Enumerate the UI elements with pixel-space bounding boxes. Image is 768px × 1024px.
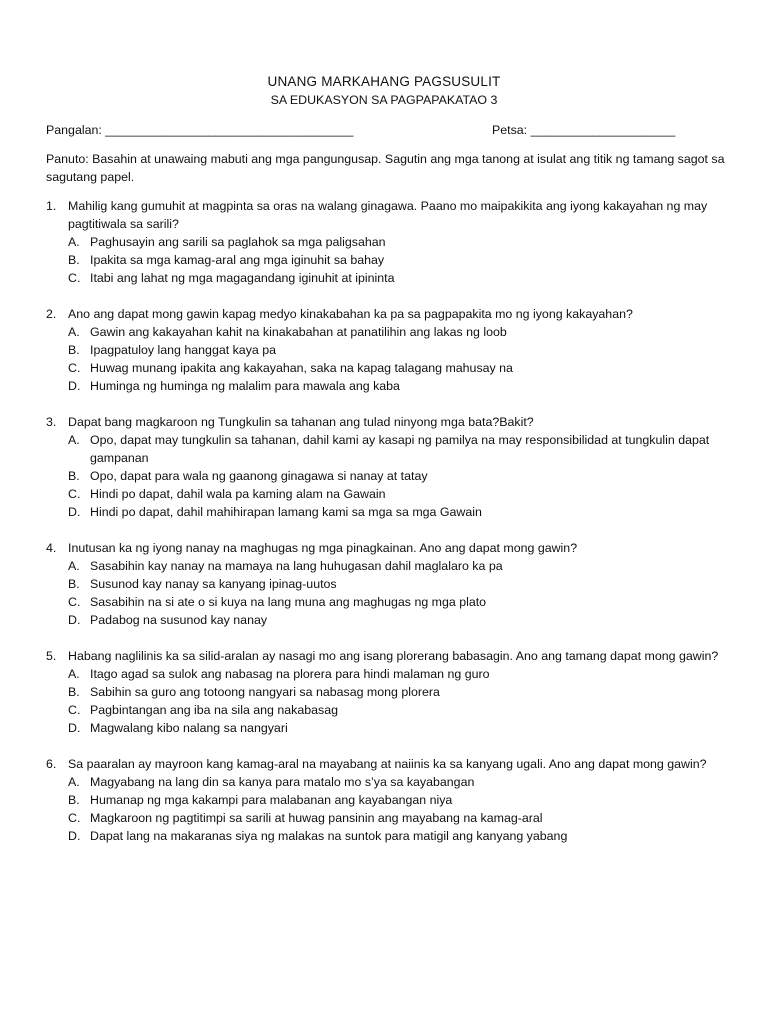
answer-option (68, 557, 726, 575)
option-letter: C. (68, 703, 81, 717)
option-letter: C. (68, 595, 81, 609)
option-text: Hindi po dapat, dahil wala pa kaming alam na Gawain (90, 487, 386, 501)
answer-option (68, 431, 726, 467)
option-letter: A. (68, 433, 80, 447)
option-text: Ipakita sa mga kamag-aral ang mga iginuhit sa bahay (90, 253, 385, 267)
answer-option (68, 683, 726, 701)
question-item (46, 413, 726, 521)
question-number: 4. (46, 541, 57, 555)
question-stem (46, 305, 726, 323)
option-letter: D. (68, 505, 81, 519)
question-stem (46, 197, 726, 233)
option-letter: B. (68, 577, 80, 591)
question-text: Ano ang dapat mong gawin kapag medyo kinakabahan ka pa sa pagpapakita mo ng iyong kakayahan? (68, 307, 633, 321)
answer-option (68, 359, 726, 377)
name-blank: ____________________________________ (105, 123, 354, 137)
exam-title: UNANG MARKAHANG PAGSUSULIT (267, 74, 501, 89)
question-number: 3. (46, 415, 57, 429)
option-letter: C. (68, 487, 81, 501)
option-letter: D. (68, 613, 81, 627)
question-number: 5. (46, 649, 57, 663)
answer-option (68, 593, 726, 611)
option-letter: D. (68, 829, 81, 843)
answer-option (68, 719, 726, 737)
answer-option (68, 611, 726, 629)
option-text: Gawin ang kakayahan kahit na kinakabahan at panatilihin ang lakas ng loob (90, 325, 507, 339)
option-text: Hindi po dapat, dahil mahihirapan lamang kami sa mga sa mga Gawain (90, 505, 482, 519)
answer-option (68, 773, 726, 791)
option-text: Sasabihin kay nanay na mamaya na lang huhugasan dahil maglalaro ka pa (90, 559, 503, 573)
answer-options (68, 773, 726, 845)
question-stem (46, 413, 726, 431)
question-number: 1. (46, 199, 57, 213)
question-text: Dapat bang magkaroon ng Tungkulin sa tahanan ang tulad ninyong mga bata?Bakit? (68, 415, 534, 429)
option-text: Pagbintangan ang iba na sila ang nakabasag (90, 703, 339, 717)
option-text: Huwag munang ipakita ang kakayahan, saka na kapag talagang mahusay na (90, 361, 513, 375)
answer-options (68, 233, 726, 287)
option-letter: C. (68, 271, 81, 285)
option-text: Itabi ang lahat ng mga magagandang iginuhit at ipininta (90, 271, 395, 285)
question-item (46, 539, 726, 629)
question-number: 2. (46, 307, 57, 321)
date-field (492, 121, 675, 139)
option-letter: C. (68, 811, 81, 825)
instructions: Panuto: Basahin at unawaing mabuti ang mga pangungusap. Sagutin ang mga tanong at isulat ang titik ng tamang sagot sa sagutang papel. (46, 152, 725, 184)
option-letter: C. (68, 361, 81, 375)
date-blank: _____________________ (530, 123, 676, 137)
answer-option (68, 377, 726, 395)
option-text: Padabog na susunod kay nanay (90, 613, 268, 627)
question-item (46, 305, 726, 395)
answer-option (68, 503, 726, 521)
option-letter: A. (68, 325, 80, 339)
option-text: Magyabang na lang din sa kanya para matalo mo s’ya sa kayabangan (90, 775, 475, 789)
option-letter: A. (68, 559, 80, 573)
answer-option (68, 251, 726, 269)
answer-options (68, 323, 726, 395)
option-text: Paghusayin ang sarili sa paglahok sa mga paligsahan (90, 235, 386, 249)
question-item (46, 647, 726, 737)
exam-subtitle: SA EDUKASYON SA PAGPAPAKATAO 3 (270, 93, 498, 107)
answer-option (68, 809, 726, 827)
answer-option (68, 485, 726, 503)
answer-option (68, 323, 726, 341)
option-text: Huminga ng huminga ng malalim para mawala ang kaba (90, 379, 400, 393)
question-list (46, 197, 726, 863)
answer-options (68, 431, 726, 521)
option-letter: A. (68, 775, 80, 789)
option-letter: B. (68, 343, 80, 357)
option-letter: D. (68, 721, 81, 735)
option-letter: A. (68, 667, 80, 681)
question-text: Sa paaralan ay mayroon kang kamag-aral na mayabang at naiinis ka sa kanyang ugali. Ano ang dapat mong gawin? (68, 757, 707, 771)
answer-option (68, 269, 726, 287)
option-letter: A. (68, 235, 80, 249)
answer-option (68, 467, 726, 485)
option-text: Magwalang kibo nalang sa nangyari (90, 721, 288, 735)
answer-option (68, 233, 726, 251)
answer-option (68, 701, 726, 719)
date-label: Petsa: (492, 123, 528, 137)
option-letter: B. (68, 685, 80, 699)
question-item (46, 755, 726, 845)
answer-option (68, 791, 726, 809)
option-text: Humanap ng mga kakampi para malabanan ang kayabangan niya (90, 793, 453, 807)
name-label: Pangalan: (46, 123, 102, 137)
option-letter: D. (68, 379, 81, 393)
question-stem (46, 755, 726, 773)
question-stem (46, 647, 726, 665)
question-text: Inutusan ka ng iyong nanay na maghugas ng mga pinagkainan. Ano ang dapat mong gawin? (68, 541, 578, 555)
question-text: Mahilig kang gumuhit at magpinta sa oras na walang ginagawa. Paano mo maipakikita ang iyong kakayahan ng may pagtitiwala sa sarili? (68, 199, 708, 231)
option-text: Dapat lang na makaranas siya ng malakas na suntok para matigil ang kanyang yabang (90, 829, 568, 843)
answer-option (68, 575, 726, 593)
question-number: 6. (46, 757, 57, 771)
option-text: Susunod kay nanay sa kanyang ipinag-uutos (90, 577, 337, 591)
option-text: Sasabihin na si ate o si kuya na lang muna ang maghugas ng mga plato (90, 595, 487, 609)
option-letter: B. (68, 793, 80, 807)
option-text: Opo, dapat para wala ng gaanong ginagawa si nanay at tatay (90, 469, 428, 483)
answer-option (68, 665, 726, 683)
question-item (46, 197, 726, 287)
answer-option (68, 341, 726, 359)
answer-options (68, 557, 726, 629)
answer-options (68, 665, 726, 737)
question-stem (46, 539, 726, 557)
option-text: Sabihin sa guro ang totoong nangyari sa nabasag mong plorera (90, 685, 440, 699)
question-text: Habang naglilinis ka sa silid-aralan ay nasagi mo ang isang plorerang babasagin. Ano ang tamang dapat mong gawin? (68, 649, 719, 663)
option-letter: B. (68, 469, 80, 483)
option-text: Magkaroon ng pagtitimpi sa sarili at huwag pansinin ang mayabang na kamag-aral (90, 811, 543, 825)
option-text: Opo, dapat may tungkulin sa tahanan, dahil kami ay kasapi ng pamilya na may responsibilidad at tungkulin dapat gampanan (90, 433, 710, 465)
option-text: Itago agad sa sulok ang nabasag na plorera para hindi malaman ng guro (90, 667, 490, 681)
name-field (46, 121, 353, 139)
answer-option (68, 827, 726, 845)
option-text: Ipagpatuloy lang hanggat kaya pa (90, 343, 277, 357)
option-letter: B. (68, 253, 80, 267)
